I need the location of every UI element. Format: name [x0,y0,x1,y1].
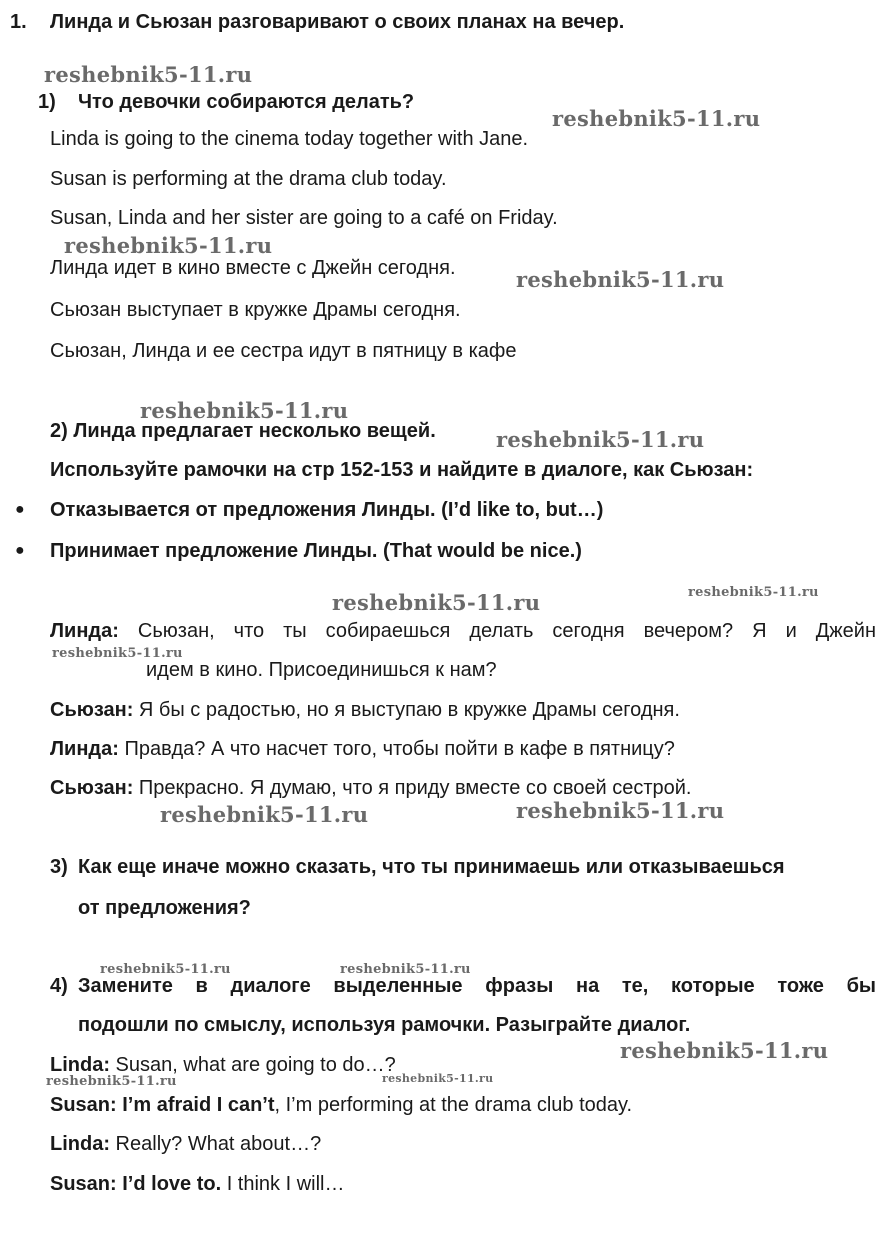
q1-number: 1) [38,91,56,113]
dialogue-text: , I’m performing at the drama club today. [274,1094,633,1116]
q4-number: 4) [50,975,68,997]
watermark: reshebnik5-11.ru [552,106,761,131]
exercise-title: Линда и Сьюзан разговаривают о своих планах на вечер. [50,11,625,33]
highlighted-phrase: I’d love to. [116,1173,222,1195]
dialogue-text: Susan, what are going to do…? [110,1054,396,1076]
dialogue-ru-line-2 [50,698,680,722]
q3-number: 3) [50,856,68,878]
dialogue-en-line-4 [50,1172,345,1196]
speaker-label: Сьюзан: [50,699,134,721]
q1-answer-ru-2: Сьюзан выступает в кружке Драмы сегодня. [50,299,461,321]
q4-line-2: подошли по смыслу, используя рамочки. Разыграйте диалог. [78,1014,691,1036]
dialogue-en-line-2 [50,1093,632,1117]
speaker-label: Линда: [50,738,119,760]
exercise-number: 1. [10,11,27,33]
q2-title: 2) Линда предлагает несколько вещей. [50,420,436,442]
q1-answer-ru-3: Сьюзан, Линда и ее сестра идут в пятницу в кафе [50,340,517,362]
q4-line-1: Замените в диалоге выделенные фразы на те, которые тоже бы [78,975,876,997]
q2-instruction: Используйте рамочки на стр 152-153 и найдите в диалоге, как Сьюзан: [50,459,754,481]
dialogue-text: Сьюзан, что ты собираешься делать сегодня вечером? Я и Джейн [137,620,877,642]
watermark: reshebnik5-11.ru [140,398,349,423]
watermark: reshebnik5-11.ru [516,267,725,292]
watermark: reshebnik5-11.ru [44,62,253,87]
q2-bullet-1: Отказывается от предложения Линды. (I’d like to, but…) [50,499,604,521]
watermark: reshebnik5-11.ru [64,233,273,258]
speaker-label: Linda: [50,1054,110,1076]
bullet-icon: ● [15,501,25,518]
watermark: reshebnik5-11.ru [496,427,705,452]
dialogue-ru-line-1 [50,619,876,643]
q1-answer-en-1: Linda is going to the cinema today together with Jane. [50,128,529,150]
q3-line-1: Как еще иначе можно сказать, что ты принимаешь или отказываешься [78,856,785,878]
dialogue-text: Я бы с радостью, но я выступаю в кружке Драмы сегодня. [138,699,680,721]
dialogue-ru-line-3 [50,737,675,761]
speaker-label: Susan: [50,1173,117,1195]
q1-answer-ru-1: Линда идет в кино вместе с Джейн сегодня. [50,257,456,279]
watermark: reshebnik5-11.ru [382,1072,494,1085]
watermark: reshebnik5-11.ru [688,585,819,600]
q3-line-2: от предложения? [78,897,251,919]
dialogue-text: Правда? А что насчет того, чтобы пойти в кафе в пятницу? [124,738,675,760]
q1-answer-en-3: Susan, Linda and her sister are going to a café on Friday. [50,207,558,229]
dialogue-text: Really? What about…? [110,1133,322,1155]
watermark: reshebnik5-11.ru [160,802,369,827]
dialogue-text: Прекрасно. Я думаю, что я приду вместе со своей сестрой. [138,777,692,799]
watermark: reshebnik5-11.ru [332,590,541,615]
dialogue-ru-line-1-cont: идем в кино. Присоединишься к нам? [146,659,497,681]
dialogue-ru-line-4 [50,776,691,800]
watermark: reshebnik5-11.ru [100,962,231,977]
speaker-label: Линда: [50,620,119,642]
dialogue-text: I think I will… [221,1173,345,1195]
q1-title: Что девочки собираются делать? [78,91,415,113]
speaker-label: Linda: [50,1133,110,1155]
q1-answer-en-2: Susan is performing at the drama club today. [50,168,447,190]
speaker-label: Susan: [50,1094,117,1116]
watermark: reshebnik5-11.ru [516,798,725,823]
watermark: reshebnik5-11.ru [340,962,471,977]
watermark: reshebnik5-11.ru [52,646,183,661]
dialogue-en-line-3 [50,1132,321,1156]
watermark: reshebnik5-11.ru [620,1038,829,1063]
bullet-icon: ● [15,542,25,559]
speaker-label: Сьюзан: [50,777,134,799]
q2-bullet-2: Принимает предложение Линды. (That would be nice.) [50,540,582,562]
watermark: reshebnik5-11.ru [46,1074,177,1089]
highlighted-phrase: I’m afraid I can’t [116,1094,275,1116]
